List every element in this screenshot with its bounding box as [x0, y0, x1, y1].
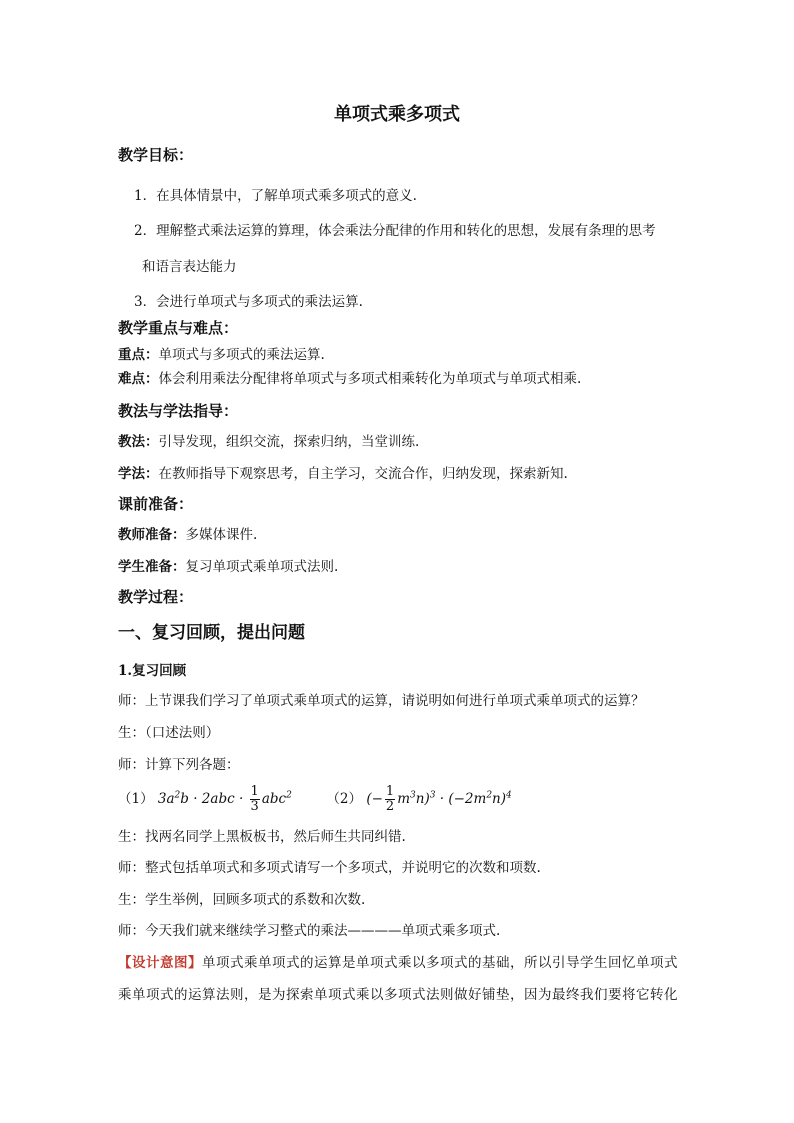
difficulty-label: 难点： — [118, 371, 159, 387]
teacher-prep-line — [118, 526, 257, 544]
dialogue-line: 师：计算下列各题： — [118, 757, 240, 773]
preparation-heading: 课前准备： — [118, 495, 194, 513]
focus-text: 单项式与多项式的乘法运算. — [158, 347, 325, 363]
subsection-heading: 1.复习回顾 — [118, 663, 187, 679]
learn-method-text: 在教师指导下观察思考，自主学习，交流合作，归纳发现，探索新知. — [158, 466, 568, 482]
design-intent-line: 乘单项式的运算法则，是为探索单项式乘以多项式法则做好铺垫，因为最终我们要将它转化 — [118, 987, 678, 1003]
dialogue-line: 生：学生举例，回顾多项式的系数和次数. — [118, 892, 366, 908]
student-prep-line — [118, 558, 338, 576]
teacher-prep-label: 教师准备： — [118, 527, 186, 543]
focus-line — [118, 346, 325, 364]
teach-method-text: 引导发现，组织交流，探索归纳，当堂训练. — [158, 434, 420, 450]
exercise-label-1: （1） — [118, 791, 154, 807]
learn-method-label: 学法： — [118, 466, 159, 482]
dialogue-line: 师：今天我们就来继续学习整式的乘法————单项式乘多项式. — [118, 923, 501, 939]
objective-item: 3．会进行单项式与多项式的乘法运算. — [134, 294, 363, 310]
section-heading: 一、复习回顾，提出问题 — [118, 623, 305, 643]
formula-1: $3a^2b \cdot 2abc$ · $\frac{1}{3}$ abc$^2$ — [157, 784, 292, 814]
teach-method-label: 教法： — [118, 434, 159, 450]
objective-item: 和语言表达能力 — [142, 259, 237, 275]
process-heading: 教学过程： — [118, 588, 194, 606]
page-title: 单项式乘多项式 — [334, 104, 460, 125]
teacher-prep-text: 多媒体课件. — [185, 527, 258, 543]
objectives-heading: 教学目标： — [118, 146, 194, 164]
key-points-heading: 教学重点与难点： — [118, 319, 239, 337]
learn-method-line — [118, 465, 568, 483]
dialogue-line: 师：整式包括单项式和多项式请写一个多项式，并说明它的次数和项数. — [118, 860, 541, 876]
student-prep-label: 学生准备： — [118, 559, 186, 575]
dialogue-line: 生：（口述法则） — [118, 725, 220, 741]
exercise-formulas — [118, 782, 512, 816]
design-intent-text: 单项式乘单项式的运算是单项式乘以多项式的基础，所以引导学生回忆单项式 — [202, 955, 678, 971]
design-intent-line — [118, 954, 678, 972]
methods-heading: 教法与学法指导： — [118, 402, 239, 420]
dialogue-line: 师：上节课我们学习了单项式乘单项式的运算，请说明如何进行单项式乘单项式的运算？ — [118, 693, 645, 709]
design-intent-label: 【设计意图】 — [118, 955, 202, 971]
student-prep-text: 复习单项式乘单项式法则. — [185, 559, 339, 575]
exercise-label-2: （2） — [326, 791, 363, 807]
objective-item: 2．理解整式乘法运算的算理，体会乘法分配律的作用和转化的思想，发展有条理的思考 — [134, 223, 656, 239]
objective-item: 1．在具体情景中，了解单项式乘多项式的意义. — [134, 188, 417, 204]
dialogue-line: 生：找两名同学上黑板板书，然后师生共同纠错. — [118, 829, 406, 845]
focus-label: 重点： — [118, 347, 159, 363]
teach-method-line — [118, 433, 419, 451]
difficulty-line — [118, 370, 581, 388]
difficulty-text: 体会利用乘法分配律将单项式与多项式相乘转化为单项式与单项式相乘. — [158, 371, 582, 387]
formula-2: (− $\frac{1}{2}$ $m^3n)^3 \cdot (-2m^2n)^4$ — [366, 784, 512, 814]
